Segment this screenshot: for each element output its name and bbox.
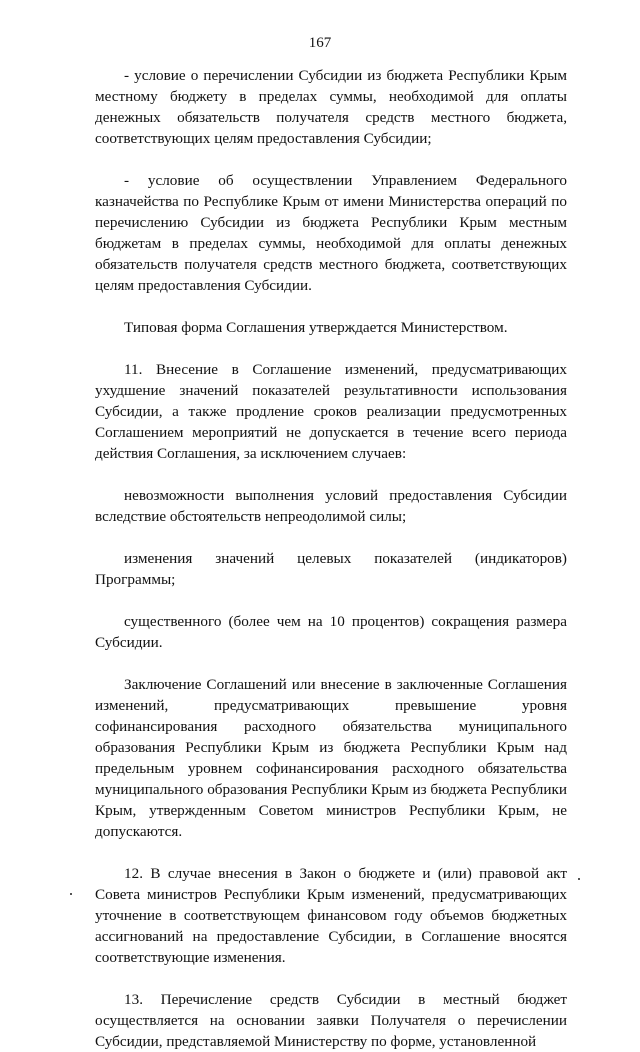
paragraph-subsidy-transfer-condition: - условие о перечислении Субсидии из бюджета Республики Крым местному бюджету в пределах суммы, необходимой для оплаты денежных обязательств получателя средств местного бюджета, соответствующих целям предоставления Субсидии; [95, 67, 567, 147]
paragraph-subsidy-reduction: существенного (более чем на 10 процентов) сокращения размера Субсидии. [95, 613, 567, 651]
page-number: 167 [308, 35, 332, 51]
scan-speck [70, 893, 72, 895]
paragraph-treasury-condition: - условие об осуществлении Управлением Федерального казначейства по Республике Крым от имени Министерства операций по перечислению Субсидии из бюджета Республики Крым местным бюджетам в пределах суммы, необходимой для оплаты денежных обязательств получателя средств местного бюджета, соответствующих целям предоставления Субсидии. [95, 172, 567, 294]
document-body [95, 65, 567, 1052]
scan-speck [578, 878, 580, 880]
paragraph-clause-13: 13. Перечисление средств Субсидии в местный бюджет осуществляется на основании заявки Получателя о перечислении Субсидии, представляемой Министерству по форме, установленной [95, 991, 567, 1050]
paragraph-cofinancing-limit: Заключение Соглашений или внесение в заключенные Соглашения изменений, предусматривающих превышение уровня софинансирования расходного обязательства муниципального образования Республики Крым из бюджета Республики Крым над предельным уровнем софинансирования расходного обязательства муниципального образования Республики Крым из бюджета Республики Крым, утвержденным Советом министров Республики Крым, не допускаются. [95, 676, 567, 840]
paragraph-indicator-change: изменения значений целевых показателей (индикаторов) Программы; [95, 550, 567, 588]
paragraph-standard-form: Типовая форма Соглашения утверждается Министерством. [124, 319, 508, 336]
paragraph-force-majeure: невозможности выполнения условий предоставления Субсидии вследствие обстоятельств непреодолимой силы; [95, 487, 567, 525]
paragraph-clause-11: 11. Внесение в Соглашение изменений, предусматривающих ухудшение значений показателей результативности использования Субсидии, а также продление сроков реализации предусмотренных Соглашением мероприятий не допускается в течение всего периода действия Соглашения, за исключением случаев: [95, 361, 567, 462]
paragraph-clause-12: 12. В случае внесения в Закон о бюджете и (или) правовой акт Совета министров Республики Крым изменений, предусматривающих уточнение в соответствующем финансовом году объемов бюджетных ассигнований на предоставление Субсидии, в Соглашение вносятся соответствующие изменения. [95, 865, 567, 966]
